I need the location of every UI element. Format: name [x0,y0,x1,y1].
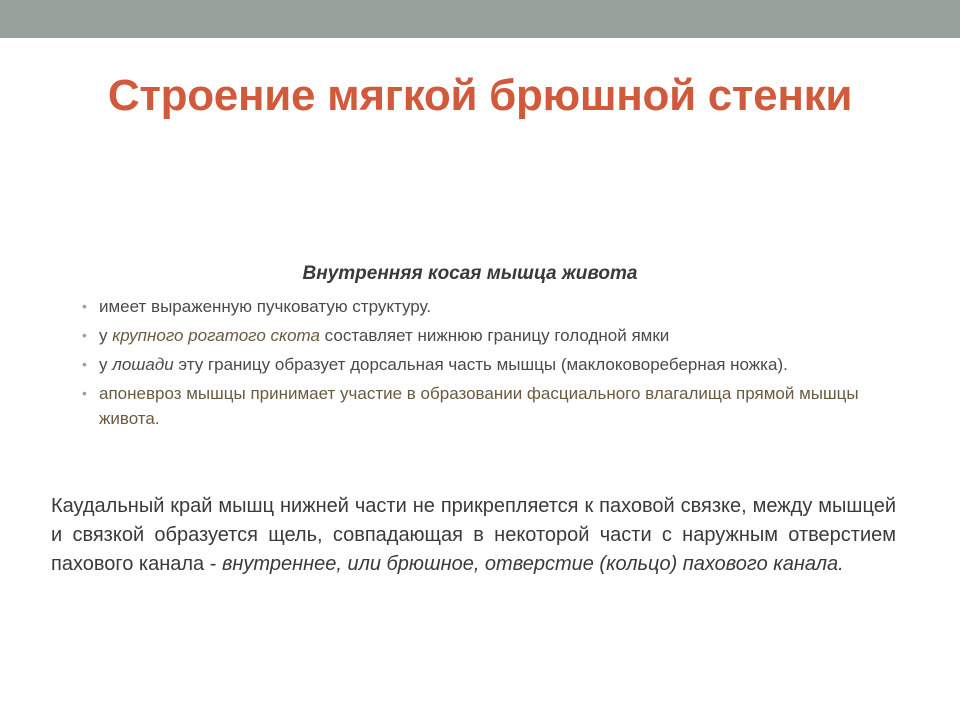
bullet-text: имеет выраженную пучковатую структуру. [99,297,432,316]
bullet-dot-icon: • [82,327,87,343]
bullet-text: апоневроз мышцы принимает участие в образовании фасциального влагалища прямой мышцы живота. [99,384,859,428]
top-bar [0,0,960,38]
bullet-emphasis: лошади [112,355,174,374]
paragraph-italic: внутреннее, или брюшное, отверстие (кольцо) пахового канала. [221,553,844,575]
bullet-suffix: составляет нижнюю границу голодной ямки [319,326,670,345]
paragraph-plain: Каудальный край мышц нижней части не прикрепляется к паховой связке, между мышцей и связкой образуется щель, совпадающая в некоторой части с наружным отверстием пахового канала - [51,495,896,575]
bullet-dot-icon: • [82,385,87,401]
bullet-item [78,294,898,319]
subheading: Внутренняя косая мышца живота [302,263,638,284]
bullet-prefix: у [99,355,113,374]
bullet-emphasis: крупного рогатого скота [112,326,320,345]
bullet-dot-icon: • [82,298,87,314]
body-paragraph [51,492,896,579]
slide-title: Строение мягкой брюшной стенки [107,71,853,120]
bullet-item [78,352,898,377]
bullet-item [78,323,898,348]
bullet-prefix: у [99,326,113,345]
bullet-item [78,381,898,431]
bullet-list [78,294,898,435]
bullet-suffix: эту границу образует дорсальная часть мышцы (маклоковореберная ножка). [173,355,788,374]
bullet-dot-icon: • [82,356,87,372]
